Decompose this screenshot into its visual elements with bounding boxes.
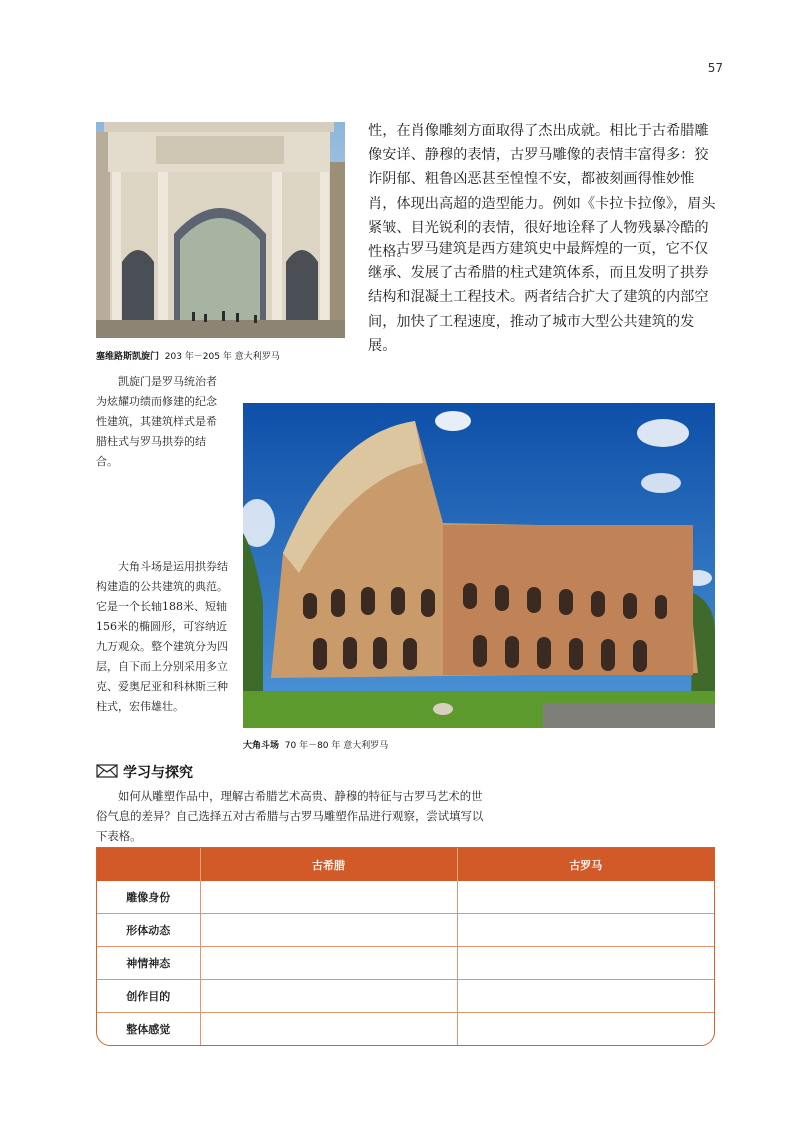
comparison-table	[96, 847, 715, 1046]
row-label: 雕像身份	[97, 881, 200, 914]
arch-caption-name: 塞维路斯凯旋门	[96, 352, 160, 362]
arch-photo	[96, 122, 345, 338]
section-heading	[96, 762, 193, 782]
table-header-greek: 古希腊	[200, 848, 457, 881]
table-row	[97, 947, 714, 980]
paragraph-roman-architecture: 古罗马建筑是西方建筑史中最辉煌的一页，它不仅继承、发展了古希腊的柱式建筑体系，而且发明了拱券结构和混凝土工程技术。两者结合扩大了建筑的内部空间，加快了工程速度，推动了城市大型公共建筑的发展。	[368, 241, 709, 354]
greek-cell[interactable]	[200, 881, 457, 914]
roman-cell[interactable]	[457, 914, 714, 947]
colosseum-photo	[243, 403, 715, 728]
arch-caption-detail: 203 年－205 年 意大利罗马	[164, 352, 280, 362]
table-header-blank	[97, 848, 200, 881]
table-row	[97, 914, 714, 947]
arch-side-note: 凯旋门是罗马统治者为炫耀功绩而修建的纪念性建筑，其建筑样式是希腊柱式与罗马拱券的结合。	[96, 375, 217, 468]
roman-cell[interactable]	[457, 881, 714, 914]
colosseum-caption-name: 大角斗场	[243, 741, 280, 751]
table-row	[97, 881, 714, 914]
page-number: 57	[707, 61, 723, 75]
arch-caption	[96, 349, 280, 362]
roman-cell[interactable]	[457, 947, 714, 980]
row-label: 整体感觉	[97, 1013, 200, 1046]
colosseum-side-note: 大角斗场是运用拱券结构建造的公共建筑的典范。它是一个长轴188米、短轴156米的椭圆形，可容纳近九万观众。整个建筑分为四层，自下而上分别采用多立克、爱奥尼亚和科林斯三种柱式，宏伟雄壮。	[96, 560, 228, 713]
row-label: 形体动态	[97, 914, 200, 947]
colosseum-caption	[243, 738, 388, 751]
row-label: 神情神态	[97, 947, 200, 980]
paragraph-portrait-sculpture: 性，在肖像雕刻方面取得了杰出成就。相比于古希腊雕像安详、静穆的表情，古罗马雕像的表情丰富得多：狡诈阴郁、粗鲁凶恶甚至惶惶不安，都被刻画得惟妙惟肖，体现出高超的造型能力。例如《卡拉卡拉像》，眉头紧皱、目光锐利的表情，很好地诠释了人物残暴冷酷的性格。	[368, 123, 716, 261]
roman-cell[interactable]	[457, 1013, 714, 1046]
greek-cell[interactable]	[200, 980, 457, 1013]
roman-cell[interactable]	[457, 980, 714, 1013]
table-row	[97, 1013, 714, 1046]
table-row	[97, 980, 714, 1013]
greek-cell[interactable]	[200, 947, 457, 980]
table-header-row	[97, 848, 714, 881]
table-header-roman: 古罗马	[457, 848, 714, 881]
colosseum-caption-detail: 70 年－80 年 意大利罗马	[284, 741, 389, 751]
task-instructions: 如何从雕塑作品中，理解古希腊艺术高贵、静穆的特征与古罗马艺术的世俗气息的差异？自己选择五对古希腊与古罗马雕塑作品进行观察，尝试填写以下表格。	[96, 789, 484, 843]
greek-cell[interactable]	[200, 1013, 457, 1046]
section-title: 学习与探究	[123, 765, 193, 781]
envelope-icon	[96, 763, 118, 782]
greek-cell[interactable]	[200, 914, 457, 947]
row-label: 创作目的	[97, 980, 200, 1013]
